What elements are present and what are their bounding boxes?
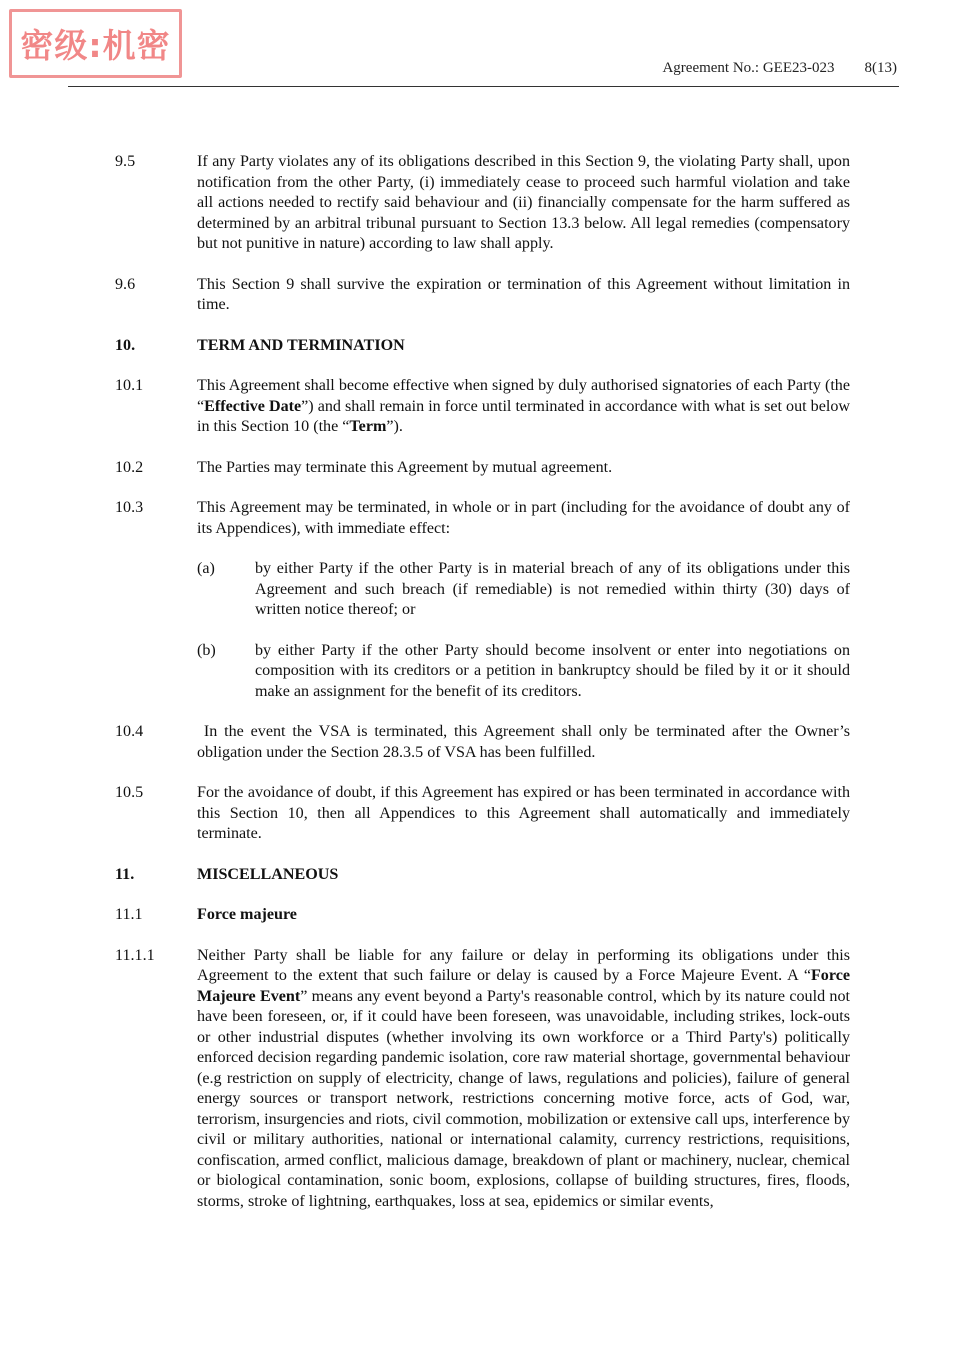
section-title: MISCELLANEOUS (197, 865, 339, 883)
clause-10-2 (115, 458, 850, 479)
clause-title: Force majeure (197, 906, 297, 923)
clause-text: Neither Party shall be liable for any failure or delay in performing its obligations under this Agreement to the extent that such failure or delay is caused by a Force Majeure Event. A “Force Majeure Event” means any event beyond a Party's reasonable control, which by its nature could not have been foreseen, or, if it could have been foreseen, was unavoidable, including strikes, lock-outs or other industrial disputes (whether involving its own workforce or a Third Party's) politically enforced decision regarding pandemic isolation, core raw material shortage, governmental behaviour (e.g restriction on supply of electricity, change of laws, regulations and policies), failure of general energy sources or transport network, restrictions concerning motive force, acts of God, war, terrorism, insurgencies and riots, civil commotion, mobilization or extensive call ups, interference by civil or military authorities, national or international calamity, currency restrictions, requisitions, confiscation, armed conflict, malicious damage, breakdown of plant or machinery, nuclear, chemical or biological contamination, sonic boom, explosions, collapse of building structures, fires, floods, storms, stroke of lightning, earthquakes, loss at sea, epidemics or similar events, (197, 946, 850, 1210)
defined-term: Term (349, 418, 387, 435)
clause-number: 10.2 (115, 458, 144, 476)
agreement-number: Agreement No.: GEE23-023 (662, 60, 835, 76)
section-title: TERM AND TERMINATION (197, 336, 405, 354)
sub-clause-label: (a) (197, 560, 215, 577)
section-number: 10. (115, 336, 136, 354)
page-header (662, 60, 897, 77)
page-number: 8(13) (864, 60, 897, 76)
clause-10-3 (115, 498, 850, 539)
clause-number: 11.1.1 (115, 946, 155, 964)
clause-text: In the event the VSA is terminated, this Agreement shall only be terminated after the Owner’s obligation under the Section 28.3.5 of VSA has been fulfilled. (197, 723, 855, 761)
clause-text: This Agreement may be terminated, in whole or in part (including for the avoidance of doubt any of its Appendices), with immediate effect: (197, 499, 850, 537)
clause-9-5 (115, 152, 850, 255)
clause-number: 10.4 (115, 723, 144, 740)
clause-11-1 (115, 905, 850, 926)
sub-clause-text: by either Party if the other Party should become insolvent or enter into negotiations on composition with its creditors or a petition in bankruptcy should be filed by it or it should make an assignment for the benefit of its creditors. (255, 641, 850, 700)
clause-10-1 (115, 376, 850, 438)
clause-text: This Section 9 shall survive the expiration or termination of this Agreement without limitation in time. (197, 275, 850, 313)
clause-number: 9.6 (115, 275, 136, 293)
defined-term: Effective Date (204, 397, 302, 415)
sub-clause-text: by either Party if the other Party is in material breach of any of its obligations under this Agreement and such breach (if remediable) is not remedied within thirty (30) days of written notice thereof; or (255, 560, 850, 618)
clause-number: 10.5 (115, 784, 144, 801)
clause-number: 11.1 (115, 906, 143, 923)
clause-10-4 (115, 722, 855, 763)
clause-text: The Parties may terminate this Agreement by mutual agreement. (197, 458, 613, 476)
section-11-heading (115, 865, 850, 886)
confidential-stamp: 密级:机密 (9, 9, 182, 78)
clause-number: 10.3 (115, 499, 144, 516)
clause-text: If any Party violates any of its obligations described in this Section 9, the violating Party shall, upon notification from the other Party, (i) immediately cease to proceed such harmful violation and take all actions needed to rectify said behaviour and (ii) financially compensate for the harm suffered as determined by an arbitral tribunal pursuant to Section 13.3 below. All legal remedies (compensatory but not punitive in nature) according to law shall apply. (197, 153, 850, 252)
header-divider (68, 86, 899, 87)
sub-clause-label: (b) (197, 641, 216, 659)
clause-9-6 (115, 275, 850, 316)
document-body (115, 152, 855, 1212)
clause-10-5 (115, 783, 850, 845)
clause-number: 9.5 (115, 153, 136, 170)
section-number: 11. (115, 865, 135, 883)
clause-10-3-a (197, 559, 850, 621)
clause-text: This Agreement shall become effective when signed by duly authorised signatories of each Party (the “Effective Date”) and shall remain in force until terminated in accordance with what is set out below in this Section 10 (the “Term”). (197, 377, 850, 435)
clause-10-3-b (197, 641, 850, 703)
clause-11-1-1 (115, 946, 850, 1213)
defined-term: Force Majeure Event (197, 967, 850, 1005)
clause-number: 10.1 (115, 377, 144, 394)
section-10-heading (115, 336, 850, 357)
clause-text: For the avoidance of doubt, if this Agreement has expired or has been terminated in accordance with this Section 10, then all Appendices to this Agreement shall automatically and immediately terminate. (197, 784, 850, 842)
